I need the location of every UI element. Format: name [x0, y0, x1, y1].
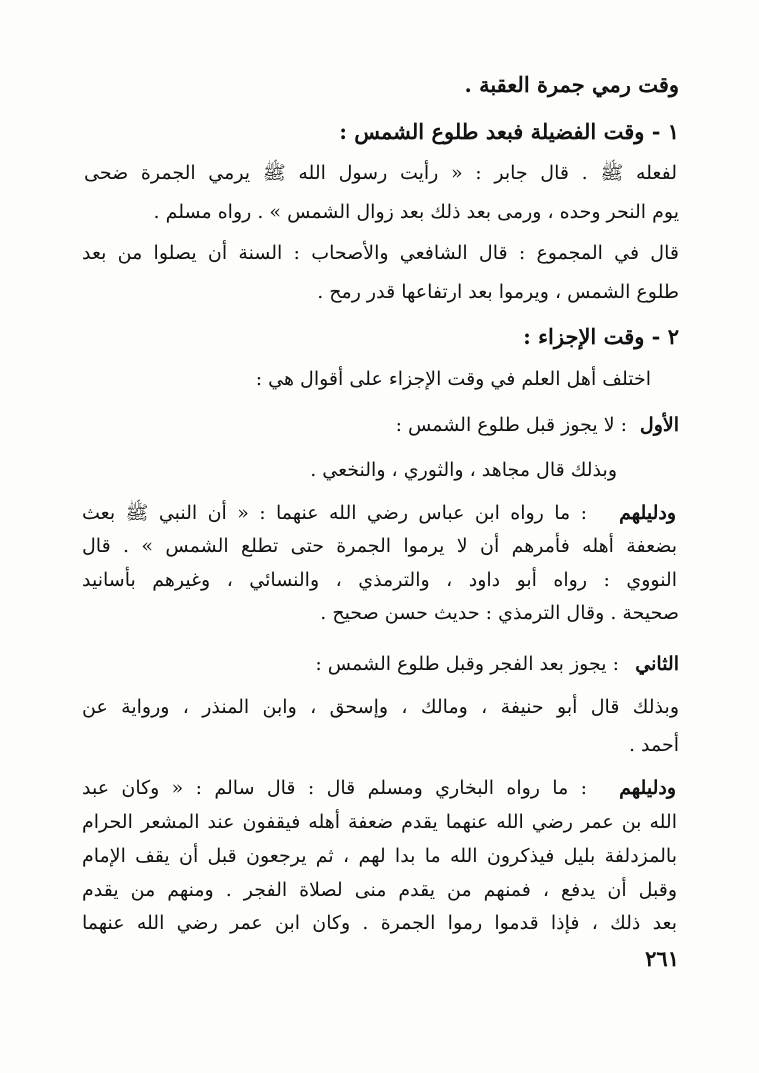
body-line: وقبل أن يدفع ، فمنهم من يقدم منى لصلاة الفجر . ومنهم من يقدم: [82, 879, 677, 901]
body-line: النووي : رواه أبو داود ، والترمذي ، والنسائي ، وغيرهم بأسانيد: [82, 569, 677, 591]
body-line: بعد ذلك ، فإذا قدموا رموا الجمرة . وكان ابن عمر رضي الله عنهما: [82, 912, 677, 934]
opinion-2-label: الثاني: [635, 653, 679, 675]
page-number: ٢٦١: [645, 946, 679, 971]
body-line: بضعفة أهله فأمرهم أن لا يرموا الجمرة حتى تطلع الشمس » . قال: [82, 535, 677, 557]
body-line: الله بن عمر رضي الله عنهما يقدم ضعفة أهله فيقفون عند المشعر الحرام: [82, 811, 677, 833]
body-line: أحمد .: [628, 734, 679, 756]
body-line: : ما رواه البخاري ومسلم قال : قال سالم : « وكان عبد: [82, 777, 587, 799]
body-line: لفعله ﷺ . قال جابر : « رأيت رسول الله ﷺ يرمي الجمرة ضحى: [84, 162, 677, 184]
section-2-title: ٢ - وقت الإجزاء :: [523, 324, 679, 349]
opinion-1-text: : لا يجوز قبل طلوع الشمس :: [395, 414, 627, 436]
body-line: صحيحة . وقال الترمذي : حديث حسن صحيح .: [320, 602, 679, 624]
opinion-1-label: الأول: [639, 414, 679, 436]
body-line: يوم النحر وحده ، ورمى بعد ذلك بعد زوال الشمس » . رواه مسلم .: [153, 201, 679, 223]
evidence-label: ودليلهم: [619, 777, 676, 799]
body-line: اختلف أهل العلم في وقت الإجزاء على أقوال هي :: [255, 368, 651, 390]
opinion-2-text: : يجوز بعد الفجر وقبل طلوع الشمس :: [315, 653, 619, 675]
heading: وقت رمي جمرة العقبة .: [464, 72, 679, 97]
body-line: وبذلك قال أبو حنيفة ، ومالك ، وإسحق ، وابن المنذر ، ورواية عن: [82, 696, 679, 718]
body-line: : ما رواه ابن عباس رضي الله عنهما : « أن النبي ﷺ بعث: [82, 502, 587, 524]
body-line: بالمزدلفة بليل فيذكرون الله ما بدا لهم ، ثم يرجعون قبل أن يقف الإمام: [82, 845, 677, 867]
section-1-title: ١ - وقت الفضيلة فبعد طلوع الشمس :: [339, 119, 679, 144]
body-line: وبذلك قال مجاهد ، والثوري ، والنخعي .: [310, 459, 617, 481]
body-line: قال في المجموع : قال الشافعي والأصحاب : السنة أن يصلوا من بعد: [82, 242, 679, 264]
evidence-label: ودليلهم: [619, 502, 676, 524]
body-line: طلوع الشمس ، ويرموا بعد ارتفاعها قدر رمح .: [317, 281, 679, 303]
